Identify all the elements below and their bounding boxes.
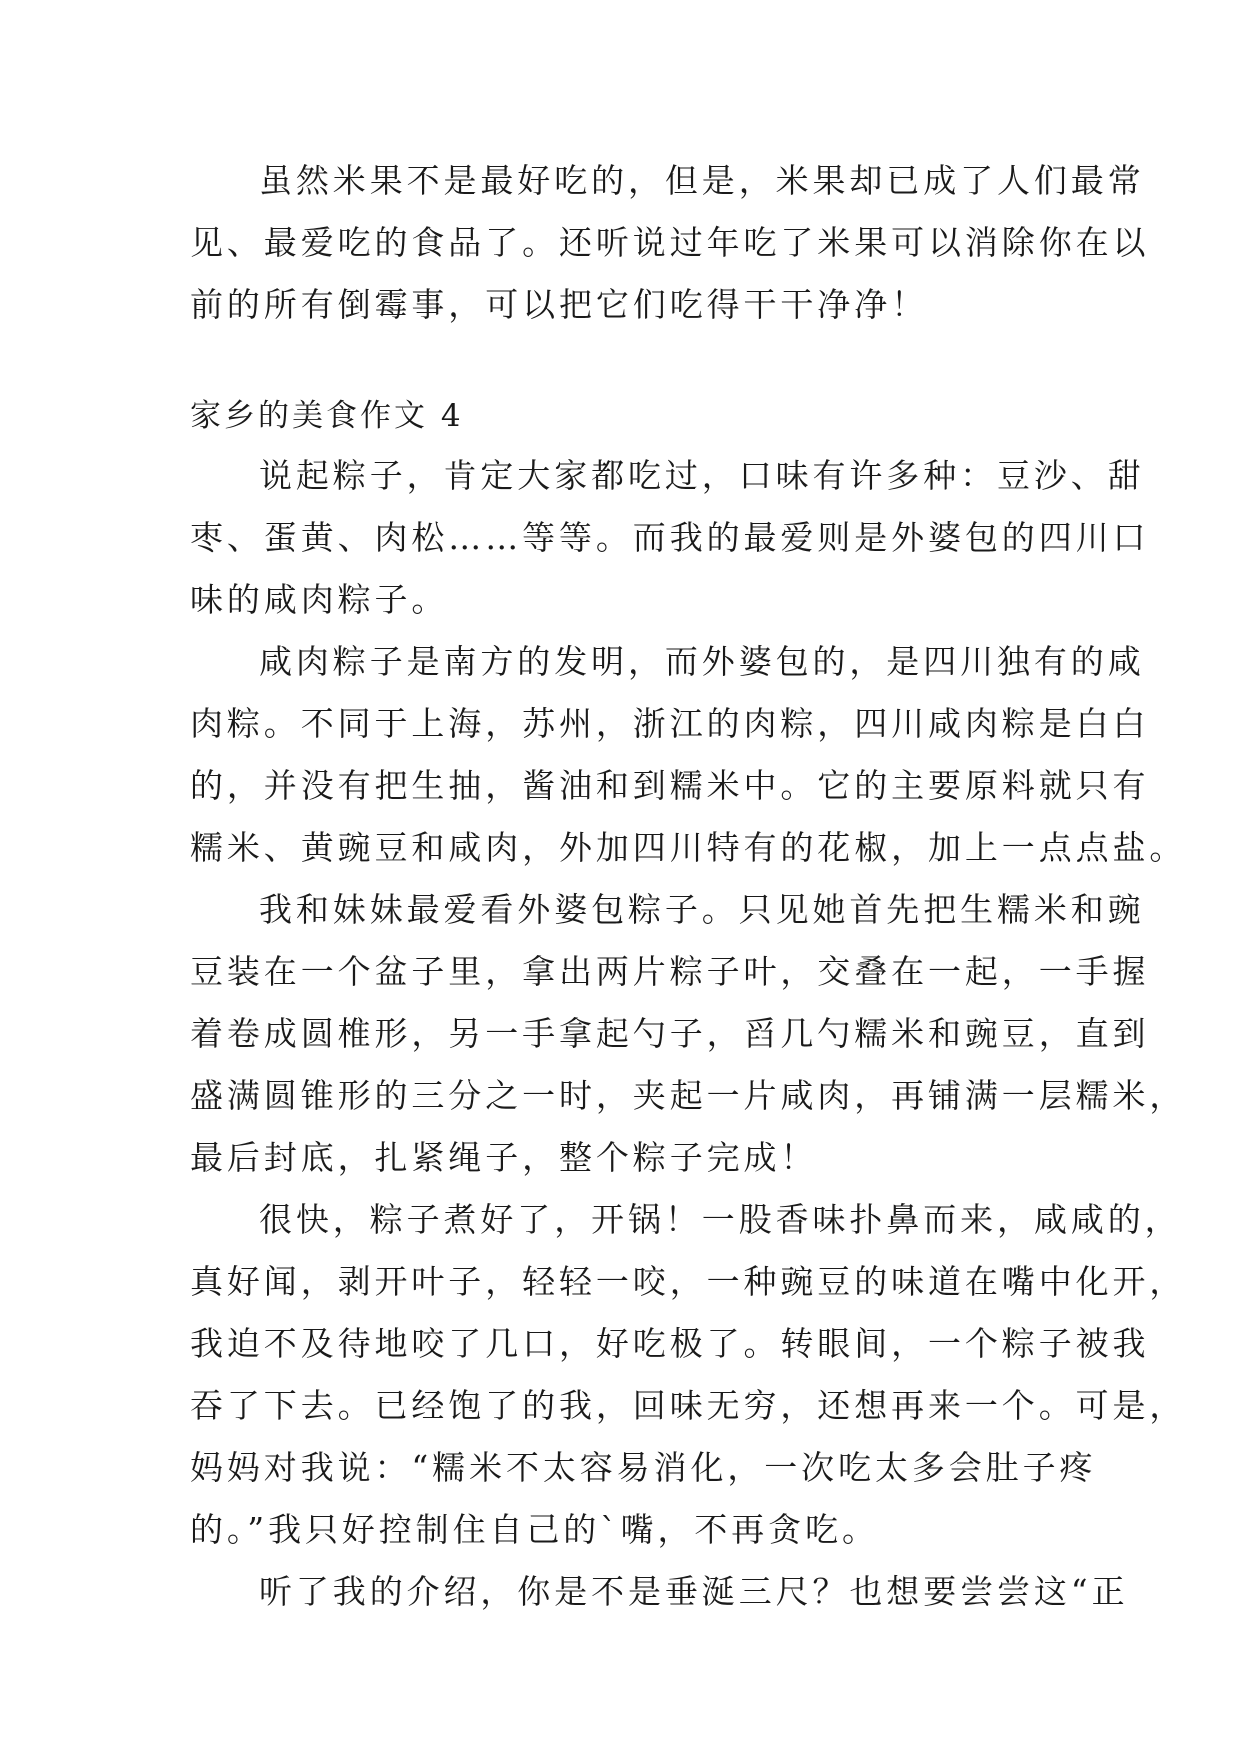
text-line: 糯米、黄豌豆和咸肉，外加四川特有的花椒，加上一点点盐。 — [190, 828, 1187, 867]
text-line: 的，并没有把生抽，酱油和到糯米中。它的主要原料就只有 — [190, 766, 1150, 805]
text-line: 听了我的介绍，你是不是垂涎三尺？也想要尝尝这“正 — [259, 1572, 1129, 1611]
text-line: 最后封底，扎紧绳子，整个粽子完成！ — [190, 1138, 818, 1177]
text-line: 我和妹妹最爱看外婆包粽子。只见她首先把生糯米和豌 — [259, 890, 1145, 929]
text-line: 真好闻，剥开叶子，轻轻一咬，一种豌豆的味道在嘴中化开， — [190, 1262, 1187, 1301]
text-line: 豆装在一个盆子里，拿出两片粽子叶，交叠在一起，一手握 — [190, 952, 1150, 991]
text-line: 虽然米果不是最好吃的，但是，米果却已成了人们最常 — [259, 161, 1145, 200]
text-line: 枣、蛋黄、肉松……等等。而我的最爱则是外婆包的四川口 — [190, 518, 1150, 557]
paragraph-1 — [190, 445, 1150, 631]
text-line: 着卷成圆椎形，另一手拿起勺子，舀几勺糯米和豌豆，直到 — [190, 1014, 1150, 1053]
section-heading: 家乡的美食作文 4 — [190, 398, 464, 434]
text-line: 很快，粽子煮好了，开锅！一股香味扑鼻而来，咸咸的， — [259, 1200, 1182, 1239]
text-line: 肉粽。不同于上海，苏州，浙江的肉粽，四川咸肉粽是白白 — [190, 704, 1150, 743]
paragraph-3 — [190, 879, 1187, 1189]
paragraph-2 — [190, 631, 1187, 879]
paragraph-4 — [190, 1189, 1187, 1561]
paragraph-5 — [190, 1561, 1129, 1623]
text-line: 我迫不及待地咬了几口，好吃极了。转眼间，一个粽子被我 — [190, 1324, 1150, 1363]
intro-paragraph — [190, 150, 1150, 336]
text-line: 吞了下去。已经饱了的我，回味无穷，还想再来一个。可是， — [190, 1386, 1187, 1425]
text-line: 的。”我只好控制住自己的`嘴，不再贪吃。 — [190, 1510, 879, 1549]
text-line: 见、最爱吃的食品了。还听说过年吃了米果可以消除你在以 — [190, 223, 1150, 262]
text-line: 味的咸肉粽子。 — [190, 580, 449, 619]
text-line: 妈妈对我说：“糯米不太容易消化，一次吃太多会肚子疼 — [190, 1448, 1097, 1487]
text-line: 前的所有倒霉事，可以把它们吃得干干净净！ — [190, 285, 928, 324]
text-line: 咸肉粽子是南方的发明，而外婆包的，是四川独有的咸 — [259, 642, 1145, 681]
text-line: 盛满圆锥形的三分之一时，夹起一片咸肉，再铺满一层糯米， — [190, 1076, 1187, 1115]
text-line: 说起粽子，肯定大家都吃过，口味有许多种：豆沙、甜 — [259, 456, 1145, 495]
